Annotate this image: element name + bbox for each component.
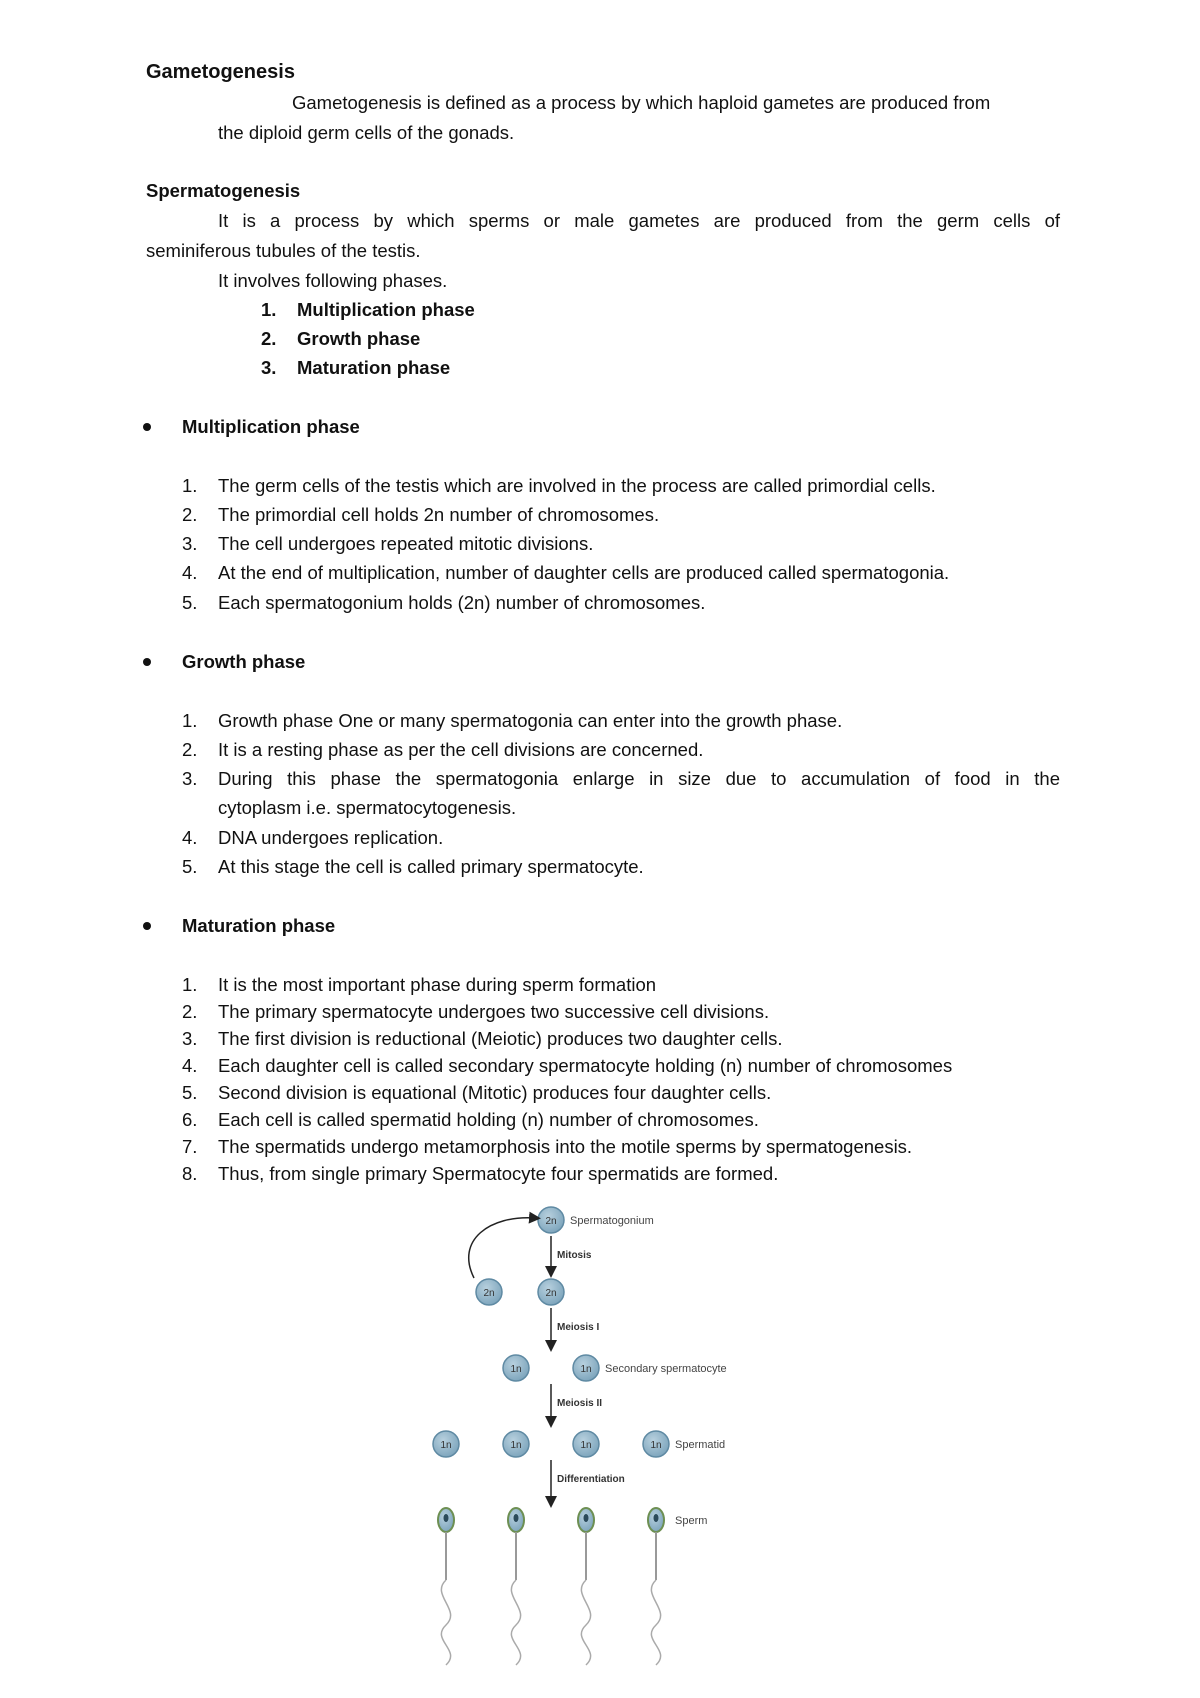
svg-text:1n: 1n xyxy=(510,1364,522,1375)
list-item-text: Maturation phase xyxy=(297,357,451,378)
list-item-text: DNA undergoes replication. xyxy=(218,827,444,848)
label-spermatogonium: Spermatogonium xyxy=(570,1215,654,1227)
spermatid-cell xyxy=(503,1431,529,1457)
list-number: 2. xyxy=(182,1001,198,1022)
list-item-text: Growth phase One or many spermatogonia can enter into the growth phase. xyxy=(218,710,843,731)
list-number: 3. xyxy=(182,533,198,554)
sperm-icon xyxy=(438,1508,454,1665)
list-item-text: It is a resting phase as per the cell divisions are concerned. xyxy=(218,739,704,760)
list-item-text: At this stage the cell is called primary spermatocyte. xyxy=(218,856,644,877)
sperm-icon xyxy=(508,1508,524,1665)
label-spermatid: Spermatid xyxy=(675,1439,726,1451)
label-meiosis-2: Meiosis II xyxy=(557,1398,603,1409)
list-item-text: Each spermatogonium holds (2n) number of chromosomes. xyxy=(218,592,706,613)
label-meiosis-1: Meiosis I xyxy=(557,1322,600,1333)
list-number: 5. xyxy=(182,592,198,613)
list-item-text: At the end of multiplication, number of daughter cells are produced called spermatogonia. xyxy=(218,562,950,583)
list-item-text: Thus, from single primary Spermatocyte four spermatids are formed. xyxy=(218,1163,779,1184)
list-number: 1. xyxy=(182,974,198,995)
list-number: 4. xyxy=(182,562,198,583)
section-heading-maturation: Maturation phase xyxy=(182,915,336,936)
svg-text:1n: 1n xyxy=(440,1440,452,1451)
label-mitosis: Mitosis xyxy=(557,1250,592,1261)
list-number: 4. xyxy=(182,827,198,848)
list-item-text: The primary spermatocyte undergoes two successive cell divisions. xyxy=(218,1001,770,1022)
section-heading-growth: Growth phase xyxy=(182,651,306,672)
spermatogenesis-definition-line-2: seminiferous tubules of the testis. xyxy=(146,240,421,261)
intro-line-2: the diploid germ cells of the gonads. xyxy=(218,122,515,143)
svg-text:1n: 1n xyxy=(510,1440,522,1451)
list-number: 3. xyxy=(261,357,277,378)
spermatid-cell xyxy=(573,1431,599,1457)
list-number: 4. xyxy=(182,1055,198,1076)
list-item-text: Second division is equational (Mitotic) produces four daughter cells. xyxy=(218,1082,772,1103)
list-item-text: Each daughter cell is called secondary spermatocyte holding (n) number of chromosomes xyxy=(218,1055,953,1076)
list-item-text: The primordial cell holds 2n number of chromosomes. xyxy=(218,504,660,525)
list-number: 3. xyxy=(182,768,198,789)
section-heading-multiplication: Multiplication phase xyxy=(182,416,360,437)
spermatogonium-cell xyxy=(538,1207,564,1233)
list-number: 2. xyxy=(261,328,277,349)
list-item-text: Growth phase xyxy=(297,328,421,349)
phases-intro: It involves following phases. xyxy=(218,270,448,291)
spermatogenesis-definition-line-1: It is a process by which sperms or male gametes are produced from the germ cells of xyxy=(218,210,1060,231)
list-item-text: During this phase the spermatogonia enlarge in size due to accumulation of food in the xyxy=(218,768,1060,789)
list-item-text: Multiplication phase xyxy=(297,299,475,320)
svg-text:2n: 2n xyxy=(483,1288,495,1299)
cell-2n-left xyxy=(476,1279,502,1305)
svg-text:2n: 2n xyxy=(545,1288,557,1299)
list-number: 1. xyxy=(182,710,198,731)
intro-line-1: Gametogenesis is defined as a process by which haploid gametes are produced from xyxy=(292,92,991,113)
list-item-continuation: cytoplasm i.e. spermatocytogenesis. xyxy=(218,797,517,818)
sperm-icon xyxy=(578,1508,594,1665)
cell-1n-sec-left xyxy=(503,1355,529,1381)
section-heading-spermatogenesis: Spermatogenesis xyxy=(146,180,301,201)
list-number: 3. xyxy=(182,1028,198,1049)
list-number: 8. xyxy=(182,1163,198,1184)
list-item-text: Each cell is called spermatid holding (n) number of chromosomes. xyxy=(218,1109,759,1130)
svg-text:1n: 1n xyxy=(650,1440,662,1451)
list-item-text: The cell undergoes repeated mitotic divisions. xyxy=(218,533,594,554)
label-differentiation: Differentiation xyxy=(557,1474,625,1485)
sperm-icon xyxy=(648,1508,664,1665)
cell-label: 2n xyxy=(545,1216,557,1227)
list-item-text: The first division is reductional (Meiotic) produces two daughter cells. xyxy=(218,1028,783,1049)
list-number: 2. xyxy=(182,739,198,760)
list-number: 2. xyxy=(182,504,198,525)
svg-text:1n: 1n xyxy=(580,1440,592,1451)
list-number: 7. xyxy=(182,1136,198,1157)
list-number: 5. xyxy=(182,856,198,877)
spermatid-cell xyxy=(643,1431,669,1457)
list-number: 6. xyxy=(182,1109,198,1130)
spermatid-cell xyxy=(433,1431,459,1457)
label-sperm: Sperm xyxy=(675,1515,708,1527)
renewal-arrow xyxy=(469,1218,535,1278)
list-item-text: The germ cells of the testis which are involved in the process are called primordial cells. xyxy=(218,475,936,496)
page-title: Gametogenesis xyxy=(146,61,295,83)
list-number: 5. xyxy=(182,1082,198,1103)
cell-2n-right xyxy=(538,1279,564,1305)
list-number: 1. xyxy=(261,299,277,320)
list-item-text: The spermatids undergo metamorphosis into the motile sperms by spermatogenesis. xyxy=(218,1136,913,1157)
list-item-text: It is the most important phase during sperm formation xyxy=(218,974,657,995)
cell-1n-sec-right xyxy=(573,1355,599,1381)
svg-text:1n: 1n xyxy=(580,1364,592,1375)
list-number: 1. xyxy=(182,475,198,496)
label-secondary-spermatocyte: Secondary spermatocyte xyxy=(605,1363,727,1375)
